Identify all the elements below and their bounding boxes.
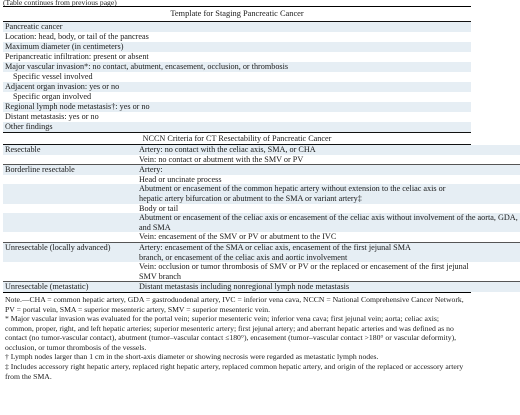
- nccn-category: [3, 175, 136, 185]
- nccn-category: [3, 232, 136, 242]
- nccn-category: Unresectable (metastatic): [3, 281, 136, 292]
- nccn-criterion: [136, 213, 520, 232]
- template-title: Template for Staging Pancreatic Cancer: [170, 9, 304, 18]
- table-note: Note.—CHA = common hepatic artery, GDA = gastroduodenal artery, IVC = inferior vena cava, NCCN = National Comprehensive Cancer Network, PV = portal vein, SMA = superior mesenteric artery, SMV = superior mesenteric vein.: [5, 294, 464, 314]
- nccn-criterion-line: Artery:: [139, 165, 163, 175]
- nccn-criterion: [136, 184, 520, 203]
- template-row: Distant metastasis: yes or no: [5, 112, 99, 121]
- nccn-criterion-line: Abutment or encasement of the common hepatic artery without extension to the celiac axis or: [139, 184, 446, 194]
- template-row: Specific vessel involved: [13, 72, 93, 81]
- template-row: Major vascular invasion*: no contact, abutment, encasement, occlusion, or thrombosis: [3, 62, 471, 72]
- table-note: * Major vascular invasion was evaluated for the portal vein; superior mesenteric vein; inferior vena cava; first jejunal vein; aorta; celiac axis; common, proper, right, and left hepatic arteries; superior mesenteric artery; first jejunal artery; and aberrant hepatic arteries and was defined as no contact (no tumor-vascular contact), abutment (tumor–vascular contact ≤180°), encasement (tumor–vascular contact >180° or vascular deformity), occlusion, or tumor thrombosis of the vessels.: [5, 314, 457, 352]
- nccn-criterion-line: Artery: encasement of the SMA or celiac axis, encasement of the first jejunal SMA: [139, 242, 411, 252]
- template-row: Location: head, body, or tail of the pancreas: [5, 32, 149, 41]
- nccn-criterion: [136, 155, 520, 165]
- nccn-category: [3, 204, 136, 214]
- nccn-criterion-line: hepatic artery bifurcation or abutment to the SMA or variant artery‡: [139, 193, 362, 203]
- template-row: Specific organ involved: [13, 92, 92, 101]
- template-row: Maximum diameter (in centimeters): [3, 42, 471, 52]
- nccn-category: [3, 155, 136, 165]
- nccn-criterion-line: and SMA: [139, 222, 171, 232]
- nccn-title: NCCN Criteria for CT Resectability of Pancreatic Cancer: [142, 134, 332, 143]
- nccn-criterion: [136, 175, 520, 185]
- nccn-criterion: [136, 281, 520, 292]
- nccn-criterion-line: Artery: no contact with the celiac axis, SMA, or CHA: [139, 145, 316, 154]
- nccn-criterion: [136, 164, 520, 175]
- nccn-criterion: [136, 232, 520, 242]
- nccn-criterion-line: Vein: occlusion or tumor thrombosis of SMV or PV or the replaced or encasement of the first jejunal: [139, 262, 469, 272]
- nccn-category: [3, 213, 136, 232]
- nccn-criterion: [136, 145, 520, 155]
- nccn-criterion-line: SMV branch: [139, 271, 181, 281]
- nccn-criterion-line: Vein: no contact or abutment with the SMV or PV: [139, 154, 304, 164]
- nccn-criterion-line: Head or uncinate process: [139, 174, 222, 184]
- nccn-category: [3, 262, 136, 281]
- nccn-criterion-line: Body or tail: [139, 203, 179, 213]
- nccn-criterion: [136, 242, 520, 262]
- template-row: Adjacent organ invasion: yes or no: [3, 82, 471, 92]
- nccn-criterion-line: Abutment or encasement of the celiac axis or encasement of the celiac axis without involvement of the aorta, GDA,: [139, 213, 518, 223]
- template-row: Peripancreatic infiltration: present or absent: [5, 52, 149, 61]
- nccn-criterion-line: branch, or encasement of the celiac axis and aortic involvement: [139, 252, 348, 262]
- staging-table-document: [3, 0, 518, 381]
- template-rows: [3, 22, 471, 132]
- nccn-criterion: [136, 262, 520, 281]
- table-note: ‡ Includes accessory right hepatic artery, replaced right hepatic artery, replaced common hepatic artery, and origin of the replaced or accessory artery from the SMA.: [5, 362, 464, 381]
- template-row: Pancreatic cancer: [3, 22, 471, 32]
- nccn-category: Borderline resectable: [3, 164, 136, 175]
- template-row: Other findings: [3, 122, 471, 132]
- table-caption: (Table continues from previous page): [3, 0, 117, 7]
- nccn-criterion: [136, 204, 520, 214]
- nccn-criterion-line: Distant metastasis including nonregional lymph node metastasis: [139, 282, 350, 292]
- nccn-category: [3, 184, 136, 203]
- table-note: † Lymph nodes larger than 1 cm in the short-axis diameter or showing necrosis were regarded as metastatic lymph nodes.: [5, 352, 379, 362]
- nccn-criteria-table: [3, 145, 518, 292]
- nccn-category: Resectable: [3, 145, 136, 155]
- template-row: Regional lymph node metastasis†: yes or no: [3, 102, 471, 112]
- table-notes: [3, 293, 471, 381]
- nccn-category: Unresectable (locally advanced): [3, 242, 136, 262]
- nccn-criterion-line: Vein: encasement of the SMV or PV or abutment to the IVC: [139, 232, 337, 242]
